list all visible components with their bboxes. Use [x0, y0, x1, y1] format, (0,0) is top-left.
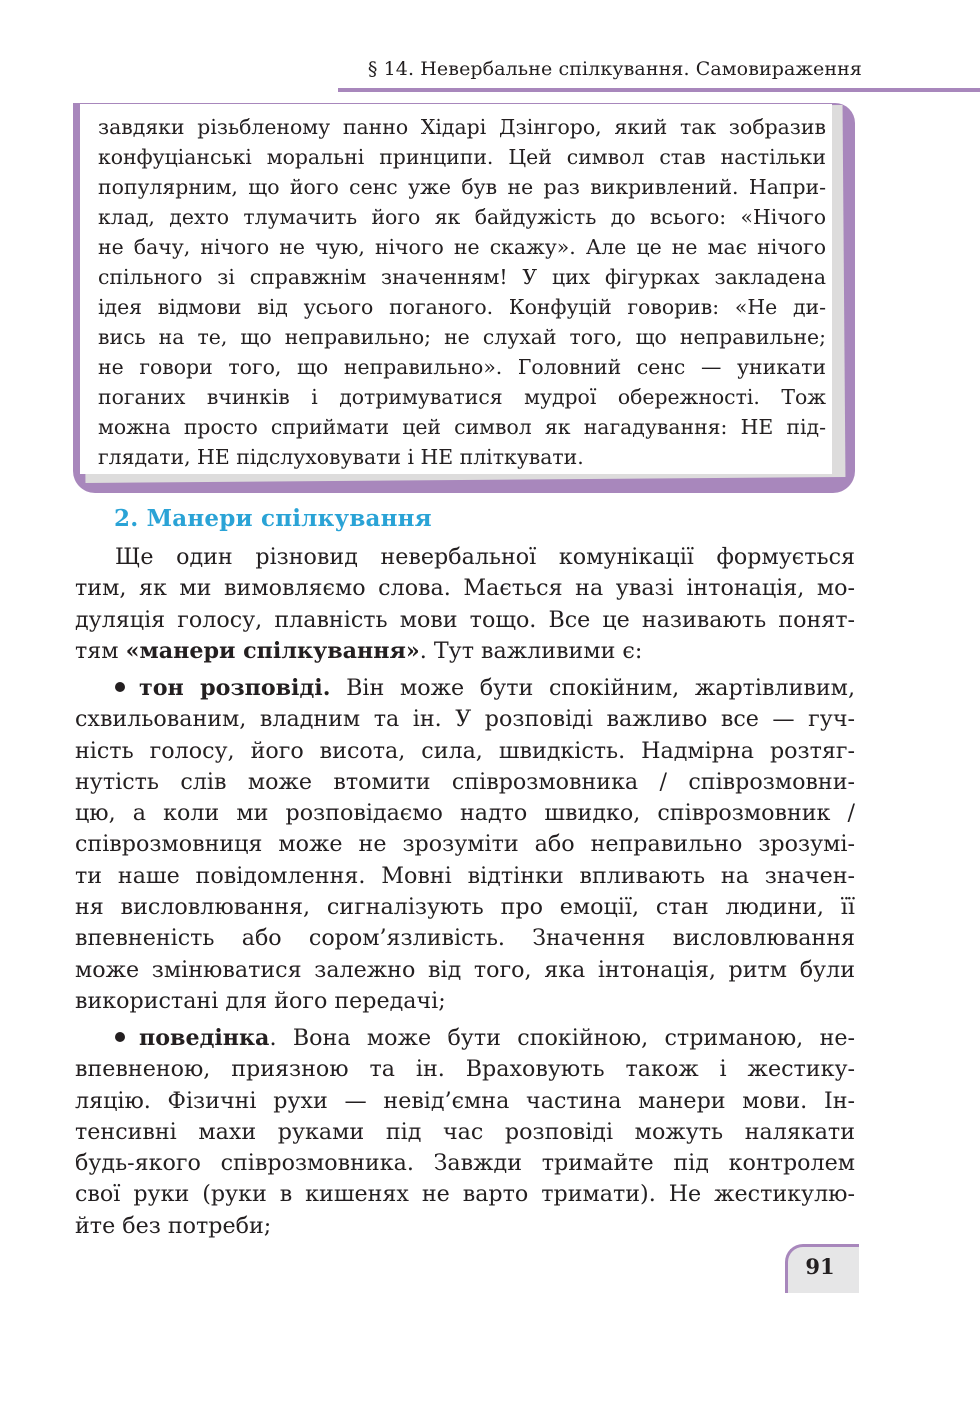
sidebar-line: ідея відмови від усього поганого. Конфуцій говорив: «Не ди- — [98, 295, 826, 319]
sidebar-line: завдяки різьбленому панно Хідарі Дзінгоро, який так зобразив — [98, 115, 826, 139]
sidebar-box-text — [98, 112, 826, 472]
paragraph-line: Ще один різновид невербальної комунікації формується — [115, 544, 855, 570]
sidebar-line: не бачу, нічого не чую, нічого не скажу». Але це не має нічого — [98, 235, 826, 259]
bullet-line: ти наше повідомлення. Мовні відтінки впливають на значен- — [75, 862, 855, 889]
bullet-term: тон розповіді. — [139, 675, 331, 701]
bullet-icon — [115, 682, 125, 692]
header-rule — [338, 88, 980, 92]
sidebar-line: не говори того, що неправильно». Головний сенс — уникати — [98, 355, 826, 379]
bullet-line: співрозмовниця може не зрозуміти або неправильно зрозумі- — [75, 831, 855, 858]
paragraph-line — [75, 636, 855, 667]
bullet-line: використані для його передачі; — [75, 987, 446, 1014]
sidebar-line: глядати, НЕ підслуховувати і НЕ пліткувати. — [98, 445, 584, 469]
bullet-first-line — [75, 1023, 855, 1054]
bullet-line: нутість слів може втомити співрозмовника / співрозмовни- — [75, 768, 855, 795]
running-header: § 14. Невербальне спілкування. Самовираження — [367, 58, 862, 80]
text-segment: тям — [75, 637, 126, 664]
bullet-line: може змінюватися залежно від того, яка інтонація, ритм були — [75, 956, 855, 983]
sidebar-line: вись на те, що неправильно; не слухай того, що неправильне; — [98, 325, 826, 349]
bullet-line: свої руки (руки в кишенях не варто тримати). Не жестикулю- — [75, 1181, 855, 1208]
text-segment: Він може бути спокійним, жартівливим, — [330, 675, 855, 701]
section-heading: 2. Манери спілкування — [114, 505, 432, 532]
sidebar-line: конфуціанські моральні принципи. Цей символ став настільки — [98, 145, 826, 169]
bullet-line: будь-якого співрозмовника. Завжди тримайте під контролем — [75, 1150, 855, 1177]
paragraph-line: дуляція голосу, плавність мови тощо. Все це називають понят- — [75, 606, 855, 633]
bullet-line: йте без потреби; — [75, 1212, 272, 1239]
bullet-line: впевненість або сором’язливість. Значення висловлювання — [75, 925, 855, 952]
bullet-item-behavior — [75, 1023, 855, 1242]
text-segment: . Вона може бути спокійною, стриманою, не- — [269, 1025, 855, 1051]
page-number: 91 — [805, 1254, 835, 1279]
bullet-line: ність голосу, його висота, сила, швидкість. Надмірна розтяг- — [75, 737, 855, 764]
paragraph-line: тим, як ми вимовляємо слова. Мається на увазі інтонація, мо- — [75, 575, 855, 602]
bullet-line: цю, а коли ми розповідаємо надто швидко, співрозмовник / — [75, 800, 855, 827]
bullet-line: схвильованим, владним та ін. У розповіді важливо все — гуч- — [75, 706, 855, 733]
bullet-line: ня висловлювання, сигналізують про емоції, стан людини, її — [75, 894, 855, 921]
sidebar-line: можна просто сприймати цей символ як нагадування: НЕ під- — [98, 415, 826, 439]
bullet-line: впевненою, приязною та ін. Враховують також і жестику- — [75, 1056, 855, 1083]
bold-term: «манери спілкування» — [125, 637, 420, 664]
bullet-line: тенсивні махи руками під час розповіді можуть налякати — [75, 1118, 855, 1145]
sidebar-line: клад, дехто тлумачить його як байдужість до всього: «Нічого — [98, 205, 826, 229]
sidebar-line: популярним, що його сенс уже був не раз викривлений. Напри- — [98, 175, 826, 199]
bullet-term: поведінка — [139, 1025, 270, 1051]
sidebar-line: спільного зі справжнім значенням! У цих фігурках закладена — [98, 265, 826, 289]
bullet-line: ляцію. Фізичні рухи — невід’ємна частина манери мови. Ін- — [75, 1087, 855, 1114]
bullet-icon — [115, 1032, 125, 1042]
sidebar-line: поганих вчинків і дотримуватися мудрої обережності. Тож — [98, 385, 826, 409]
bullet-first-line — [75, 673, 855, 704]
paragraph-intro — [75, 542, 855, 667]
text-segment: . Тут важливими є: — [419, 637, 643, 664]
bullet-item-tone — [75, 673, 855, 1017]
